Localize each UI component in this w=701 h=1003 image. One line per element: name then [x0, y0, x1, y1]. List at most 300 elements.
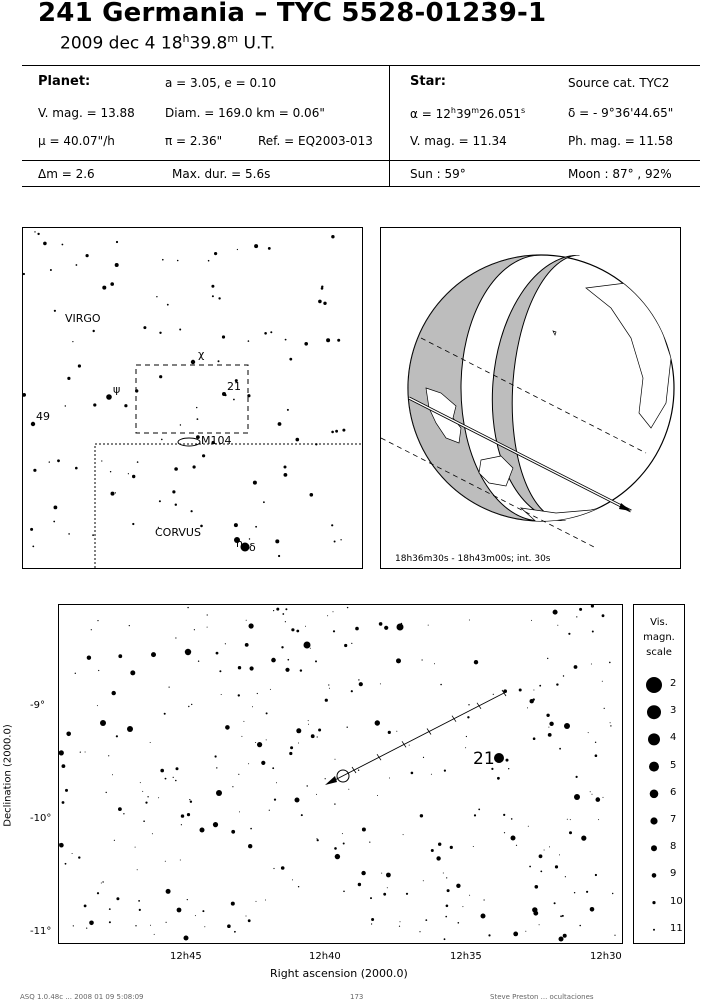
table-top-rule: [22, 65, 700, 66]
target-star-label: 21: [473, 749, 495, 769]
field-star: [544, 850, 545, 851]
finder-star: [49, 461, 50, 462]
field-star: [586, 891, 588, 893]
field-star: [187, 607, 188, 608]
finder-star: [116, 241, 118, 243]
finder-star: [65, 405, 66, 406]
finder-star: [102, 286, 106, 290]
field-star: [610, 725, 611, 726]
finder-star: [318, 300, 322, 304]
field-star: [97, 892, 99, 894]
field-star: [123, 813, 124, 814]
field-star: [238, 666, 241, 669]
field-star: [72, 853, 73, 854]
scale-dot: [652, 901, 655, 904]
finder-star: [321, 287, 324, 290]
field-star: [290, 746, 293, 749]
field-star: [308, 720, 309, 721]
field-star: [189, 799, 190, 800]
finder-star: [342, 429, 345, 432]
track-arrow: [325, 776, 337, 785]
field-star: [310, 648, 311, 649]
field-star: [396, 658, 401, 663]
finder-star: [50, 269, 52, 271]
finder-star: [110, 471, 111, 472]
field-star: [295, 798, 300, 803]
field-star: [238, 774, 239, 775]
field-star: [380, 683, 381, 684]
field-star: [285, 668, 289, 672]
field-star: [423, 757, 424, 758]
field-star: [325, 699, 328, 702]
field-star: [160, 769, 164, 773]
field-star: [553, 610, 558, 615]
field-star: [143, 820, 145, 822]
field-star: [152, 833, 153, 834]
finder-star: [93, 330, 95, 332]
field-star: [248, 763, 249, 764]
finder-star: [86, 254, 89, 257]
field-star: [592, 631, 594, 633]
planet-mu: μ = 40.07"/h: [38, 134, 115, 148]
field-star: [388, 731, 391, 734]
field-star: [531, 620, 532, 621]
field-star: [420, 814, 423, 817]
field-star: [532, 907, 537, 912]
field-star: [397, 624, 404, 631]
finder-star: [167, 304, 169, 306]
field-star: [288, 659, 290, 661]
field-star: [225, 725, 230, 730]
finder-star: [68, 533, 70, 535]
field-star: [554, 902, 556, 904]
scale-label: 8: [670, 841, 677, 853]
x-axis-label: Right ascension (2000.0): [270, 967, 408, 980]
finder-star: [23, 273, 25, 275]
field-star: [274, 799, 276, 801]
field-star: [184, 936, 189, 941]
field-star: [335, 759, 336, 760]
star-delta: δ = - 9°36'44.65": [568, 106, 674, 120]
field-star: [549, 846, 550, 847]
field-star: [190, 801, 192, 803]
field-star: [180, 860, 181, 861]
field-star: [333, 611, 334, 612]
scale-label: 2: [670, 678, 677, 689]
field-star: [246, 620, 247, 621]
scale-dot: [651, 845, 657, 851]
field-star: [548, 727, 549, 728]
field-star: [266, 739, 267, 740]
finder-star: [37, 233, 39, 235]
star-source: Source cat. TYC2: [568, 76, 670, 90]
field-star: [255, 742, 256, 743]
field-star: [574, 892, 575, 893]
finder-star: [111, 492, 115, 496]
field-star: [595, 742, 596, 743]
field-star: [581, 836, 586, 841]
finder-star: [62, 244, 64, 246]
finder-star: [175, 504, 177, 506]
finder-star: [202, 454, 205, 457]
field-star: [266, 712, 268, 714]
field-star: [216, 790, 222, 796]
field-star: [137, 869, 138, 870]
field-star: [333, 630, 335, 632]
field-star: [62, 801, 65, 804]
field-star: [428, 625, 429, 626]
field-star: [118, 654, 122, 658]
field-star: [114, 840, 115, 841]
event-datetime: 2009 dec 4 18$^h$39.8$^m$ U.T.: [60, 32, 276, 54]
field-star: [557, 625, 558, 626]
finder-star: [143, 326, 146, 329]
finder-star: [254, 244, 258, 248]
sun-elong: Sun : 59°: [410, 167, 466, 181]
field-star: [511, 818, 513, 820]
field-star: [546, 714, 549, 717]
finder-star: [253, 481, 257, 485]
finder-star: [31, 422, 35, 426]
globe-caption: 18h36m30s - 18h43m00s; int. 30s: [395, 554, 551, 564]
field-star: [154, 934, 155, 935]
finder-star: [331, 524, 333, 526]
finder-star: [33, 469, 36, 472]
field-star: [549, 722, 553, 726]
field-star: [516, 845, 517, 846]
field-star: [465, 747, 466, 748]
label-corvus: CORVUS: [155, 526, 201, 539]
field-star: [456, 884, 460, 888]
field-star: [525, 931, 526, 932]
field-star: [468, 704, 469, 705]
field-star: [158, 797, 159, 798]
field-star: [138, 900, 140, 902]
field-star: [377, 795, 378, 796]
field-star: [568, 633, 570, 635]
field-star: [216, 767, 217, 768]
field-star: [334, 803, 335, 804]
footer-mid: 173: [350, 993, 364, 1001]
field-star: [400, 921, 401, 922]
field-star: [200, 828, 205, 833]
planet-diam: Diam. = 169.0 km = 0.06": [165, 106, 325, 120]
field-star: [252, 706, 253, 707]
field-star: [473, 846, 474, 847]
field-star: [596, 797, 601, 802]
field-star: [109, 908, 111, 910]
scale-dot: [647, 705, 661, 719]
label-49: 49: [36, 410, 50, 423]
finder-star: [34, 231, 35, 232]
field-star: [281, 866, 285, 870]
field-star: [188, 706, 189, 707]
field-star: [231, 830, 235, 834]
finder-star: [255, 526, 257, 528]
field-star: [371, 923, 372, 924]
field-star: [238, 694, 240, 696]
field-star: [351, 690, 353, 692]
planet-ref: Ref. = EQ2003-013: [258, 134, 373, 148]
field-star: [185, 649, 191, 655]
field-star: [207, 627, 208, 628]
finder-star: [264, 332, 267, 335]
finder-star: [177, 260, 179, 262]
field-star: [539, 924, 540, 925]
field-star: [139, 909, 141, 911]
field-star: [422, 659, 423, 660]
field-star: [562, 915, 564, 917]
field-star: [488, 934, 490, 936]
field-star: [102, 881, 103, 882]
field-star: [177, 908, 182, 913]
label-eta: η: [236, 537, 243, 550]
field-star: [75, 673, 76, 674]
field-star: [595, 874, 597, 876]
y-tick-11: -11°: [30, 926, 52, 937]
field-star: [265, 900, 266, 901]
field-star: [116, 897, 119, 900]
scale-dot: [652, 873, 657, 878]
field-star: [614, 935, 615, 936]
field-star: [559, 937, 564, 942]
field-star: [273, 868, 274, 869]
star-field-chart: [58, 604, 623, 944]
scale-label: 9: [670, 868, 677, 880]
field-star: [419, 931, 420, 932]
field-star: [59, 843, 64, 848]
field-star: [474, 814, 476, 816]
field-star: [535, 885, 539, 889]
field-star: [232, 786, 233, 787]
track-tick: [402, 741, 406, 747]
scale-label: 5: [670, 759, 677, 771]
field-star: [175, 637, 176, 638]
finder-star: [331, 235, 334, 238]
field-star: [381, 873, 382, 874]
field-star: [261, 761, 265, 765]
finder-star: [222, 335, 225, 338]
field-star: [194, 629, 195, 630]
field-star: [467, 716, 469, 718]
field-star: [383, 893, 386, 896]
field-star: [273, 610, 274, 611]
scale-dot: [650, 817, 657, 824]
field-star: [361, 871, 365, 875]
field-star: [276, 608, 279, 611]
field-star: [438, 843, 441, 846]
field-star: [574, 794, 580, 800]
finder-star: [30, 528, 33, 531]
constellation-boundary: [95, 444, 362, 568]
field-star: [231, 902, 235, 906]
field-star: [202, 910, 204, 912]
field-star: [150, 742, 151, 743]
field-star: [227, 924, 231, 928]
field-star: [271, 658, 276, 663]
field-star: [609, 662, 611, 664]
field-star: [355, 627, 359, 631]
field-star: [165, 861, 166, 862]
field-star: [316, 794, 317, 795]
field-star: [347, 727, 348, 728]
finder-star: [128, 473, 129, 474]
planet-a-e: a = 3.05, e = 0.10: [165, 76, 277, 90]
field-star: [462, 906, 463, 907]
field-star: [281, 646, 283, 648]
field-star: [73, 925, 74, 926]
field-star: [116, 735, 118, 737]
finder-star: [32, 546, 34, 548]
field-star: [80, 752, 81, 753]
field-star: [379, 622, 383, 626]
field-star: [221, 694, 222, 695]
field-star: [243, 721, 244, 722]
finder-star: [224, 394, 226, 396]
field-star: [431, 774, 432, 775]
field-star: [447, 889, 450, 892]
finder-star: [54, 310, 56, 312]
field-star: [576, 776, 578, 778]
scale-dot: [650, 790, 659, 799]
field-star: [207, 614, 208, 615]
field-star: [272, 767, 274, 769]
field-star: [135, 847, 136, 848]
field-star: [173, 777, 174, 778]
finder-star: [53, 521, 55, 523]
field-star: [540, 871, 542, 873]
finder-star: [174, 467, 178, 471]
scale-label: 6: [670, 786, 677, 798]
field-star: [176, 767, 179, 770]
finder-star: [191, 360, 195, 364]
y-tick-10: -10°: [30, 813, 52, 824]
field-star: [248, 919, 251, 922]
field-star: [539, 685, 541, 687]
field-star: [150, 925, 151, 926]
field-star: [140, 782, 141, 783]
planet-dm: Δm = 2.6: [38, 167, 95, 181]
field-star: [213, 822, 218, 827]
field-star: [358, 883, 361, 886]
finder-star: [115, 263, 119, 267]
x-tick-1235: 12h35: [450, 951, 482, 962]
finder-star: [156, 296, 157, 297]
field-star: [315, 660, 317, 662]
field-star: [446, 905, 449, 908]
scale-label: 3: [670, 705, 677, 717]
field-star: [445, 916, 447, 918]
field-star: [304, 642, 311, 649]
field-star: [245, 643, 249, 647]
field-star: [436, 856, 440, 860]
field-star: [66, 732, 71, 737]
field-star: [269, 810, 270, 811]
field-star: [440, 684, 442, 686]
field-star: [434, 663, 435, 664]
field-star: [130, 670, 135, 675]
field-star: [291, 628, 294, 631]
field-star: [308, 724, 309, 725]
finder-star: [54, 506, 58, 510]
field-star: [169, 687, 170, 688]
finder-star: [57, 459, 60, 462]
field-star: [292, 879, 293, 880]
field-star: [290, 752, 291, 753]
footer-left: ASQ 1.0.48c ... 2008 01 09 5:08:09: [20, 993, 144, 1001]
finder-star: [132, 523, 134, 525]
field-star: [311, 734, 315, 738]
earth-globe-panel: [380, 227, 681, 569]
finder-stars: [23, 231, 345, 557]
finder-star: [75, 467, 78, 470]
finder-chart-svg: [23, 228, 362, 568]
field-star: [506, 759, 509, 762]
field-star: [493, 694, 494, 695]
finder-star: [161, 439, 163, 441]
x-tick-1240: 12h40: [309, 951, 341, 962]
field-star: [84, 905, 87, 908]
finder-star: [285, 339, 287, 341]
field-star: [559, 854, 560, 855]
footer-right: Steve Preston ... ocultaciones: [490, 993, 594, 1001]
finder-star: [124, 404, 127, 407]
field-star: [347, 607, 348, 608]
finder-star: [270, 331, 272, 333]
field-star: [145, 802, 147, 804]
finder-star: [92, 534, 94, 536]
field-star: [547, 658, 548, 659]
star-alpha: $\alpha = 12^h39^m26.051^s$: [410, 106, 526, 121]
field-star: [533, 690, 534, 691]
field-star: [519, 689, 522, 692]
x-tick-1245: 12h45: [170, 951, 202, 962]
field-star: [591, 664, 592, 665]
finder-star: [218, 297, 220, 299]
finder-star: [76, 264, 78, 266]
field-star: [474, 660, 478, 664]
field-star: [59, 750, 64, 755]
finder-star: [218, 360, 220, 362]
field-star: [358, 679, 359, 680]
field-star: [195, 915, 196, 916]
field-star: [565, 876, 566, 877]
scale-dot: [649, 762, 659, 772]
finder-star: [263, 501, 265, 503]
field-star: [250, 828, 252, 830]
field-star: [300, 669, 302, 671]
field-star: [443, 873, 444, 874]
field-star: [362, 828, 366, 832]
field-star: [112, 774, 113, 775]
field-star: [351, 643, 352, 644]
finder-star: [234, 523, 238, 527]
field-star: [484, 899, 485, 900]
finder-star: [331, 431, 334, 434]
field-star: [100, 720, 106, 726]
field-star: [62, 764, 66, 768]
field-star: [579, 925, 581, 927]
planet-maxdur: Max. dur. = 5.6s: [172, 167, 271, 181]
label-chi: χ: [198, 348, 205, 361]
field-star: [106, 792, 107, 793]
field-star: [335, 854, 340, 859]
y-axis-label-holder: [2, 714, 14, 834]
finder-star: [193, 465, 196, 468]
label-21: 21: [227, 380, 241, 393]
magnitude-scale: [633, 604, 685, 944]
field-star: [296, 728, 301, 733]
